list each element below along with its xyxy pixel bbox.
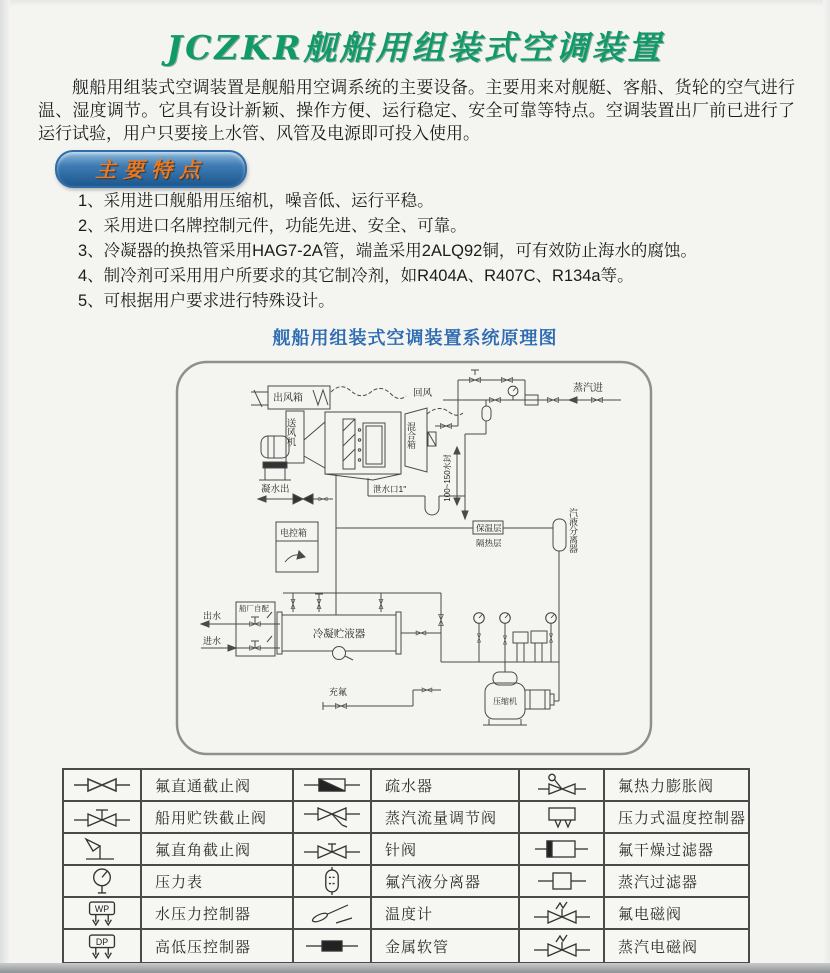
shipyard-supplied-label: 船厂自配 bbox=[239, 604, 269, 613]
page-edge-top bbox=[0, 0, 830, 6]
legend-label: 氟热力膨胀阀 bbox=[605, 770, 748, 802]
feature-item: 5、可根据用户要求进行特殊设计。 bbox=[78, 292, 335, 310]
control-box-label: 电控箱 bbox=[280, 528, 308, 538]
thermometer-icon bbox=[294, 898, 372, 930]
steam-trap-icon bbox=[294, 770, 372, 802]
steam-in-label: 蒸汽进 bbox=[573, 383, 603, 394]
diagram-title: 舰船用组装式空调装置系统原理图 bbox=[272, 328, 558, 348]
legend-label: 氟直通截止阀 bbox=[142, 770, 294, 802]
legend-label: 水压力控制器 bbox=[142, 898, 294, 930]
return-air-label: 回风 bbox=[413, 388, 433, 399]
air-outlet-box-label: 出风箱 bbox=[273, 393, 303, 404]
separator-label: 汽液分离器 bbox=[568, 508, 578, 553]
pressure-gauge-icon bbox=[64, 866, 142, 898]
legend-label: 蒸汽电磁阀 bbox=[618, 938, 699, 956]
legend-label: 氟干燥过滤器 bbox=[605, 834, 748, 866]
feature-item: 3、冷凝器的换热管采用HAG7-2A管，端盖采用2ALQ92铜，可有效防止海水的腐蚀。 bbox=[78, 242, 697, 260]
page-edge-right bbox=[823, 0, 830, 973]
charge-label: 充氟 bbox=[329, 687, 348, 697]
steam-flow-regulating-valve-icon bbox=[294, 802, 372, 834]
needle-valve-icon bbox=[294, 834, 372, 866]
legend-label: 针阀 bbox=[372, 834, 520, 866]
features-header-badge bbox=[55, 150, 247, 188]
steam-solenoid-valve-icon bbox=[520, 930, 605, 962]
legend-label: 氟直角截止阀 bbox=[142, 834, 294, 866]
legend-label: 温度计 bbox=[372, 898, 520, 930]
condenser-receiver-label: 冷凝贮液器 bbox=[312, 628, 366, 640]
drain-port-label: 泄水口1" bbox=[373, 484, 407, 494]
page-edge-left bbox=[0, 0, 10, 973]
insulation-label-1: 保温层 bbox=[476, 523, 502, 533]
angle-stop-valve-icon bbox=[64, 834, 142, 866]
mixing-box-label: 混合箱 bbox=[406, 422, 416, 449]
features-header-label: 主要特点 bbox=[95, 159, 207, 182]
schematic-svg bbox=[173, 356, 657, 760]
water-out-label: 出水 bbox=[203, 611, 222, 621]
intro-paragraph: 舰船用组装式空调装置是舰船用空调系统的主要设备。主要用来对舰艇、客船、货轮的空气进行温、湿度调节。它具有设计新颖、操作方便、运行稳定、安全可靠等特点。空调装置出厂前已进行了运行试验，用户只要接上水管、风管及电源即可投入使用。 bbox=[38, 78, 795, 143]
legend-label: 蒸汽流量调节阀 bbox=[372, 802, 520, 834]
compressor-label: 压缩机 bbox=[493, 697, 517, 706]
features-list bbox=[78, 189, 778, 314]
insulation-label-2: 隔热层 bbox=[476, 538, 502, 548]
thermal-expansion-valve-icon bbox=[520, 770, 605, 802]
feature-item: 1、采用进口舰船用压缩机，噪音低、运行平稳。 bbox=[78, 192, 434, 210]
vapor-liquid-separator-icon bbox=[294, 866, 372, 898]
dp-label: DP bbox=[95, 936, 109, 947]
supply-fan-label: 送风机 bbox=[284, 418, 296, 447]
feature-item: 2、采用进口名牌控制元件，功能先进、安全、可靠。 bbox=[78, 217, 467, 235]
wp-label: WP bbox=[94, 903, 110, 914]
water-seal-dim-label: 100~150水封 bbox=[443, 454, 452, 502]
condensate-out-label: 凝水出 bbox=[261, 484, 290, 495]
straight-stop-valve-icon bbox=[64, 770, 142, 802]
marine-stop-valve-icon bbox=[64, 802, 142, 834]
high-low-pressure-controller-icon bbox=[64, 930, 142, 962]
legend-label: 氟汽液分离器 bbox=[372, 866, 520, 898]
steam-filter-icon bbox=[520, 866, 605, 898]
symbol-legend-table bbox=[62, 768, 750, 964]
feature-item: 4、制冷剂可采用用户所要求的其它制冷剂，如R404A、R407C、R134a等。 bbox=[78, 267, 634, 285]
metal-hose-icon bbox=[294, 930, 372, 962]
legend-label: 压力表 bbox=[142, 866, 294, 898]
legend-label: 疏水器 bbox=[372, 770, 520, 802]
filter-drier-icon bbox=[520, 834, 605, 866]
water-in-label: 进水 bbox=[203, 636, 222, 646]
page-edge-bottom bbox=[0, 963, 830, 973]
legend-label: 金属软管 bbox=[372, 930, 520, 962]
pressure-temperature-controller-icon bbox=[520, 802, 605, 834]
page-title: JCZKR舰船用组装式空调装置 bbox=[166, 28, 664, 67]
legend-label: 氟电磁阀 bbox=[605, 898, 748, 930]
legend-label: 压力式温度控制器 bbox=[605, 802, 748, 834]
fluorine-solenoid-valve-icon bbox=[520, 898, 605, 930]
legend-label: 高低压控制器 bbox=[142, 930, 294, 962]
system-schematic-diagram bbox=[173, 356, 657, 760]
legend-label: 蒸汽过滤器 bbox=[605, 866, 748, 898]
diagram-frame bbox=[177, 362, 651, 754]
water-pressure-controller-icon bbox=[64, 898, 142, 930]
legend-label: 船用贮铁截止阀 bbox=[142, 802, 294, 834]
